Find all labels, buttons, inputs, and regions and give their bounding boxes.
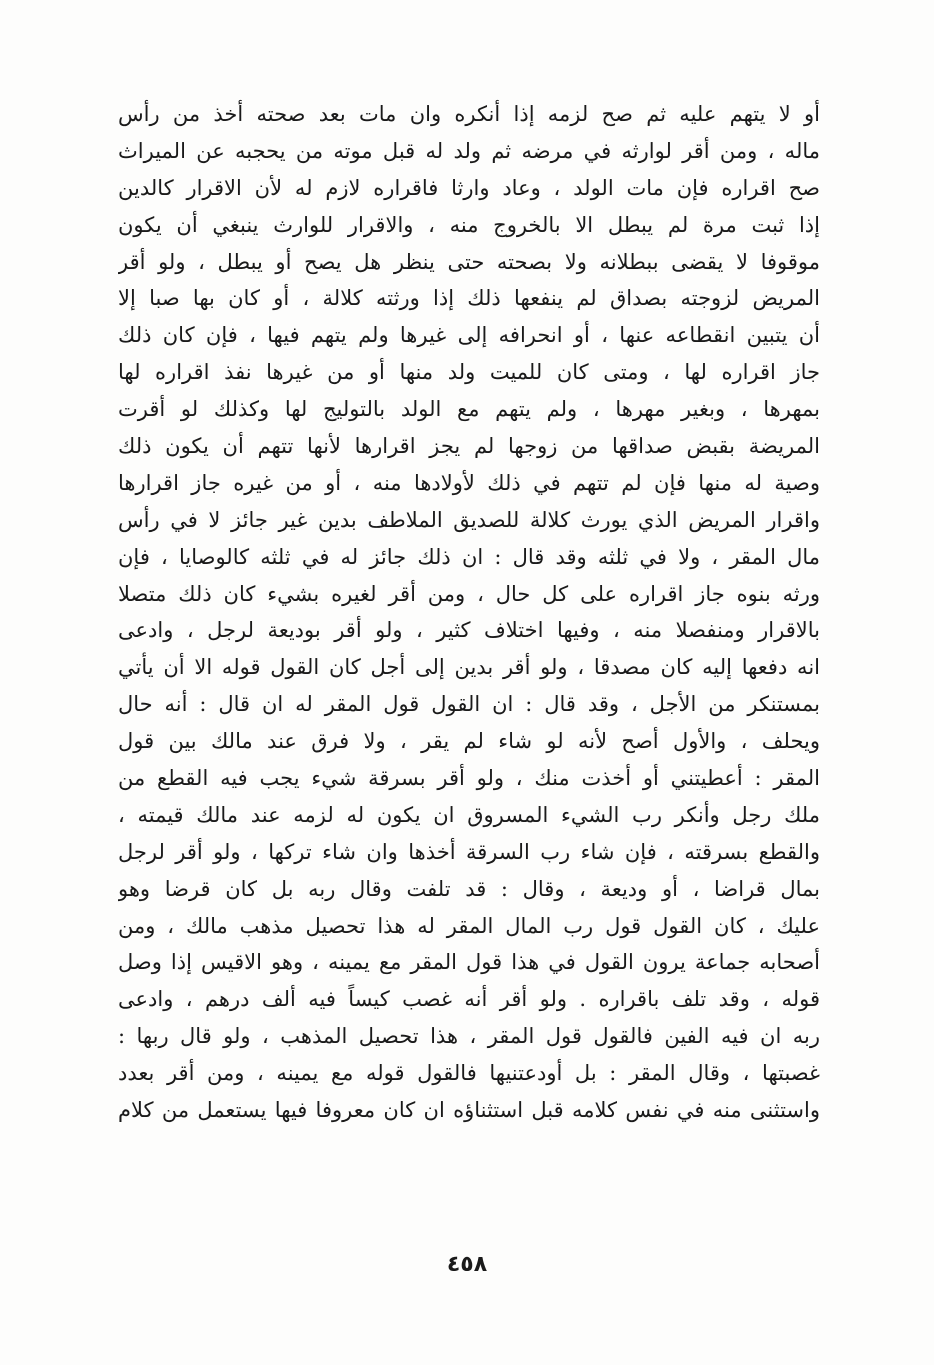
page-number: ٤٥٨ [446, 1252, 488, 1277]
text-line: صح اقراره فإن مات الولد ، وعاد وارثا فاقراره لازم له لأن الاقرار كالدين [118, 175, 820, 200]
text-line: عليك ، كان القول قول رب المال المقر له هذا تحصيل مذهب مالك ، ومن [118, 913, 820, 938]
text-line: أو لا يتهم عليه ثم صح لزمه إذا أنكره وان مات بعد صحته أخذ من رأس [118, 102, 820, 126]
text-line: واقرار المريض الذي يورث كلالة للصديق الملاطف بدين غير جائز لا في رأس [118, 507, 820, 532]
text-line: ربه ان فيه الفين فالقول قول المقر ، هذا تحصيل المذهب ، ولو قال ربها : [118, 1024, 820, 1049]
text-line: والقطع بسرقته ، فإن شاء رب السرقة أخذها وان شاء تركها ، ولو أقر لرجل [118, 839, 820, 864]
text-line: بمهرها ، وبغير مهرها ، ولم يتهم مع الولد بالتوليج لها وكذلك لو أقرت [118, 397, 820, 422]
text-line: بمستنكر من الأجل ، وقد قال : ان القول قول المقر له ان قال : أنه حال [118, 692, 820, 717]
text-line: بالاقرار ومنفصلا منه ، وفيها اختلاف كثير ، ولو أقر بوديعة لرجل ، وادعى [118, 618, 820, 643]
text-line: إذا ثبت مرة لم يبطل الا بالخروج منه ، والاقرار للوارث ينبغي أن يكون [118, 212, 820, 237]
text-line: انه دفعها إليه كان مصدقا ، ولو أقر بدين إلى أجل كان القول قوله الا أن يأتي [118, 655, 820, 680]
text-line: ملك رجل وأنكر رب الشيء المسروق ان يكون له لزمه عند مالك قيمته ، [118, 802, 820, 827]
text-line: أن يتبين انقطاعه عنها ، أو انحرافه إلى غيرها ولم يتهم فيها ، فإن كان ذلك [118, 323, 820, 348]
text-line: المقر : أعطيتني أو أخذت منك ، ولو أقر بسرقة شيء يجب فيه القطع من [118, 766, 820, 791]
text-line: غصبتها ، وقال المقر : بل أودعتنيها فالقول قوله مع يمينه ، ومن أقر بعدد [118, 1061, 820, 1086]
text-line: قوله ، وقد تلف باقراره . ولو أقر أنه غصب كيساً فيه ألف درهم ، وادعى [118, 987, 820, 1012]
text-line: المريضة بقبض صداقها من زوجها لم يجز اقرارها لأنها تتهم أن يكون ذلك [118, 434, 820, 459]
text-line: موقوفا لا يقضى ببطلانه ولا بصحته حتى ينظر هل يصح أو يبطل ، ولو أقر [118, 249, 820, 274]
text-line: ماله ، ومن أقر لوارثه في مرضه ثم ولد له قبل موته من يحجبه عن الميراث [118, 138, 820, 163]
text-line: مال المقر ، ولا في ثلثه وقد قال : ان ذلك جائز له في ثلثه كالوصايا ، فإن [118, 544, 820, 569]
body-text [118, 96, 820, 1129]
text-line: ويحلف ، والأول أصح لأنه لو شاء لم يقر ، ولا فرق عند مالك بين قول [118, 729, 820, 754]
text-line: المريض لزوجته بصداق لم ينفعها ذلك إذا ورثته كلالة ، أو كان بها صبا إلا [118, 286, 820, 311]
text-line: واستثنى منه في نفس كلامه قبل استثناؤه ان كان معروفا فيها يستعمل من كلام [118, 1098, 820, 1123]
text-line: أصحابه جماعة يرون القول في هذا قول المقر مع يمينه ، وهو الاقيس إذا وصل [118, 950, 820, 975]
text-line: بمال قراضا ، أو وديعة ، وقال : قد تلفت وقال ربه بل كان قرضا وهو [118, 876, 820, 901]
text-line: وصية له منها فإن لم تتهم في ذلك لأولادها منه ، أو من غيره جاز اقرارها [118, 470, 820, 495]
text-line: ورثه بنوه جاز اقراره على كل حال ، ومن أقر لغيره بشيء كان ذلك متصلا [118, 581, 820, 606]
text-line: جاز اقراره لها ، ومتى كان للميت ولد منها أو من غيرها نفذ اقراره لها [118, 360, 820, 385]
